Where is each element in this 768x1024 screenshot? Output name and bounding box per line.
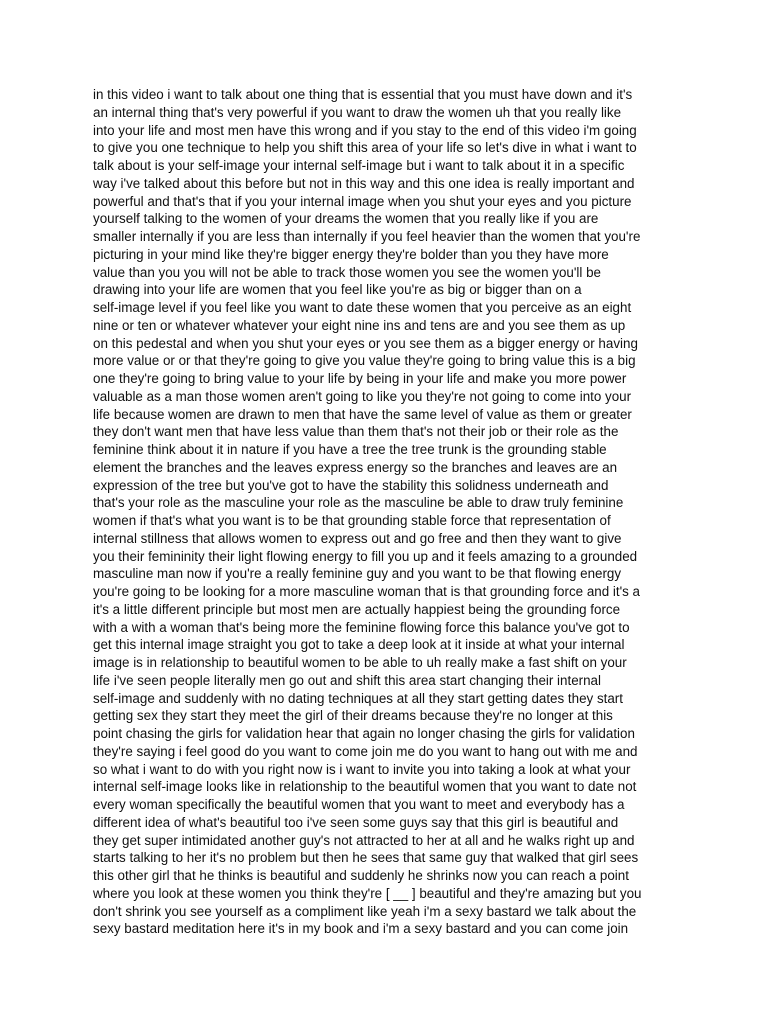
transcript-line: powerful and that's that if you your internal image when you shut your eyes and you picture: [93, 193, 632, 209]
transcript-line: talk about is your self-image your internal self-image but i want to talk about it in a specific: [93, 158, 625, 173]
transcript-line: it's a little different principle but most men are actually happiest being the grounding force: [93, 601, 621, 617]
transcript-line: feminine think about it in nature if you have a tree the tree trunk is the grounding stable: [93, 442, 607, 457]
transcript-line: get this internal image straight you got to take a deep look at it inside at what your internal: [93, 637, 625, 653]
transcript-line: getting sex they start they meet the girl of their dreams because they're no longer at this: [93, 708, 613, 724]
transcript-text-block: [93, 86, 693, 938]
transcript-line: value than you you will not be able to track those women you see the women you'll be: [93, 264, 601, 280]
transcript-line: they don't want men that have less value than them that's not their job or their role as the: [93, 424, 619, 440]
transcript-line: masculine man now if you're a really feminine guy and you want to be that flowing energy: [93, 566, 622, 582]
transcript-line: internal self-image looks like in relationship to the beautiful women that you want to date not: [93, 779, 637, 795]
transcript-line: with a with a woman that's being more the feminine flowing force this balance you've got to: [93, 619, 630, 635]
transcript-line: yourself talking to the women of your dreams the women that you really like if you are: [93, 211, 599, 227]
transcript-line: more value or or that they're going to give you value they're going to bring value this is a big: [93, 353, 636, 369]
transcript-line: don't shrink you see yourself as a compliment like yeah i'm a sexy bastard we talk about the: [93, 903, 637, 919]
transcript-line: different idea of what's beautiful too i've seen some guys say that this girl is beautiful and: [93, 814, 619, 830]
transcript-line: expression of the tree but you've got to have the stability this solidness underneath and: [93, 477, 609, 493]
transcript-line: where you look at these women you think they're [ __ ] beautiful and they're amazing but you: [93, 885, 642, 901]
transcript-line: on this pedestal and when you shut your eyes or you see them as a bigger energy or having: [93, 335, 638, 351]
transcript-line: point chasing the girls for validation hear that again no longer chasing the girls for validation: [93, 726, 635, 741]
transcript-line: self-image and suddenly with no dating techniques at all they start getting dates they start: [93, 690, 623, 706]
transcript-line: you're going to be looking for a more masculine woman that is that grounding force and it's a: [93, 584, 641, 599]
transcript-line: women if that's what you want is to be that grounding stable force that representation of: [93, 513, 611, 528]
transcript-line: they get super intimidated another guy's not attracted to her at all and he walks right up and: [93, 832, 635, 848]
transcript-line: this other girl that he thinks is beautiful and suddenly he shrinks now you can reach a point: [93, 868, 629, 883]
transcript-line: in this video i want to talk about one thing that is essential that you must have down and it's: [93, 87, 633, 102]
transcript-line: nine or ten or whatever whatever your eight nine ins and tens are and you see them as up: [93, 317, 626, 333]
transcript-line: they're saying i feel good do you want to come join me do you want to hang out with me and: [93, 743, 638, 759]
transcript-line: element the branches and the leaves express energy so the branches and leaves are an: [93, 459, 618, 475]
transcript-line: drawing into your life are women that you feel like you're as big or bigger than on a: [93, 282, 582, 298]
transcript-line: picturing in your mind like they're bigger energy they're bolder than you they have more: [93, 246, 609, 262]
transcript-line: self-image level if you feel like you want to date these women that you perceive as an eight: [93, 300, 632, 315]
transcript-line: valuable as a man those women aren't going to like you they're not going to come into your: [93, 388, 632, 404]
transcript-line: image is in relationship to beautiful women to be able to uh really make a fast shift on your: [93, 655, 627, 670]
transcript-line: life i've seen people literally men go out and shift this area start changing their internal: [93, 672, 601, 688]
transcript-line: life because women are drawn to men that have the same level of value as them or greater: [93, 406, 632, 422]
transcript-line: you their femininity their light flowing energy to fill you up and it feels amazing to a grounded: [93, 548, 638, 564]
transcript-line: to give you one technique to help you shift this area of your life so let's dive in what i want to: [93, 140, 637, 156]
transcript-line: way i've talked about this before but not in this way and this one idea is really important and: [93, 175, 635, 191]
transcript-line: internal stillness that allows women to express out and go free and then they want to give: [93, 530, 622, 546]
transcript-line: into your life and most men have this wrong and if you stay to the end of this video i'm going: [93, 122, 637, 138]
transcript-line: every woman specifically the beautiful women that you want to meet and everybody has a: [93, 797, 625, 812]
transcript-line: that's your role as the masculine your role as the masculine be able to draw truly feminine: [93, 495, 624, 511]
transcript-line: smaller internally if you are less than internally if you feel heavier than the women that you're: [93, 229, 641, 244]
transcript-line: sexy bastard meditation here it's in my book and i'm a sexy bastard and you can come join: [93, 921, 629, 937]
transcript-line: one they're going to bring value to your life by being in your life and make you more power: [93, 371, 627, 386]
transcript-line: so what i want to do with you right now is i want to invite you into taking a look at what your: [93, 761, 631, 777]
transcript-line: starts talking to her it's no problem but then he sees that same guy that walked that girl sees: [93, 850, 639, 866]
transcript-line: an internal thing that's very powerful if you want to draw the women uh that you really like: [93, 104, 622, 120]
